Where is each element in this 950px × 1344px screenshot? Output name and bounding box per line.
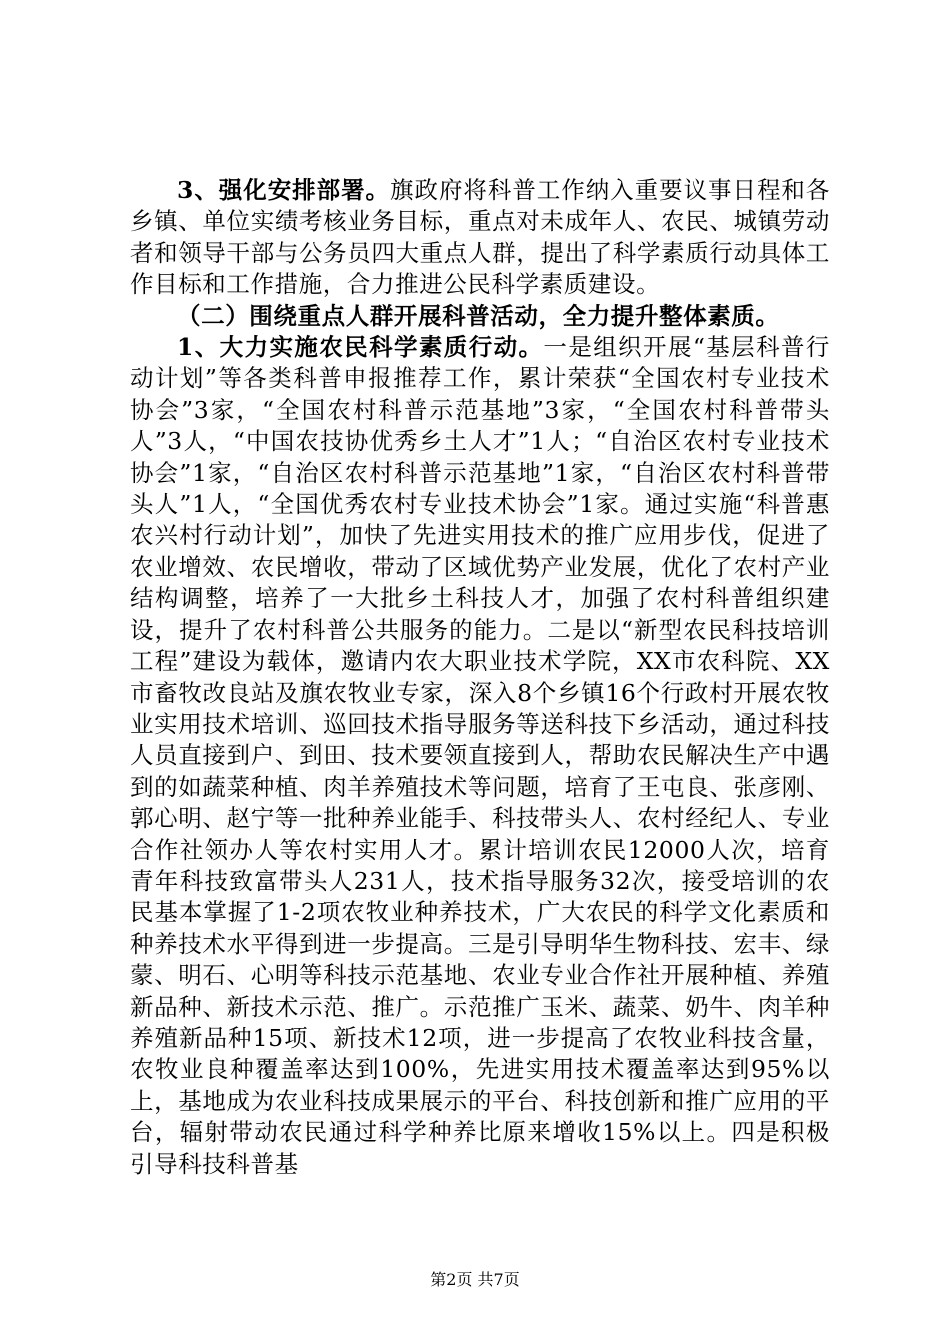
paragraph-text: 一是组织开展“基层科普行动计划”等各类科普申报推荐工作，累计荣获“全国农村专业技术协会”3家，“全国农村科普示范基地”3家，“全国农村科普带头人”3人，“中国农技协优秀乡土人才”1人；“自治区农村专业技术协会”1家，“自治区农村科普示范基地”1家，“自治区农村科普带头人”1人，“全国优秀农村专业技术协会”1家。通过实施“科普惠农兴村行动计划”，加快了先进实用技术的推广应用步伐，促进了农业增效、农民增收，带动了区域优势产业发展，优化了农村产业结构调整，培养了一大批乡土科技人才，加强了农村科普组织建设，提升了农村科普公共服务的能力。二是以“新型农民科技培训工程”建设为载体，邀请内农大职业技术学院，XX市农科院、XX市畜牧改良站及旗农牧业专家，深入8个乡镇16个行政村开展农牧业实用技术培训、巡回技术指导服务等送科技下乡活动，通过科技人员直接到户、到田、技术要领直接到人，帮助农民解决生产中遇到的如蔬菜种植、肉羊养殖技术等问题，培育了王屯良、张彦刚、郭心明、赵宁等一批种养业能手、科技带头人、农村经纪人、专业合作社领办人等农村实用人才。累计培训农民12000人次，培育青年科技致富带头人231人，技术指导服务32次，接受培训的农民基本掌握了1-2项农牧业种养技术，广大农民的科学文化素质和种养技术水平得到进一步提高。三是引导明华生物科技、宏丰、绿蒙、明石、心明等科技示范基地、农业专业合作社开展种植、养殖新品种、新技术示范、推广。示范推广玉米、蔬菜、奶牛、肉羊种养殖新品种15项、新技术12项，进一步提高了农牧业科技含量，农牧业良种覆盖率达到100%，先进实用技术覆盖率达到95%以上，基地成为农业科技成果展示的平台、科技创新和推广应用的平台，辐射带动农民通过科学种养比原来增收15%以上。四是积极引导科技科普基 — [130, 333, 830, 1178]
paragraph-text: 旗政府将科普工作纳入重要议事日程和各乡镇、单位实绩考核业务目标，重点对未成年人、农民、城镇劳动者和领导干部与公务员四大重点人群，提出了科学素质行动具体工作目标和工作措施，合力推进公民科学素质建设。 — [130, 176, 830, 299]
section-heading: （二）围绕重点人群开展科普活动，全力提升整体素质。 — [177, 301, 780, 330]
page-footer: 第2页 共7页 — [430, 1270, 520, 1289]
paragraph-lead: 1、大力实施农民科学素质行动。 — [177, 333, 544, 362]
paragraph-farmer-action — [130, 332, 830, 1180]
document-body — [130, 175, 830, 1180]
paragraph-lead: 3、强化安排部署。 — [177, 176, 391, 204]
paragraph-arrangement — [130, 175, 830, 301]
